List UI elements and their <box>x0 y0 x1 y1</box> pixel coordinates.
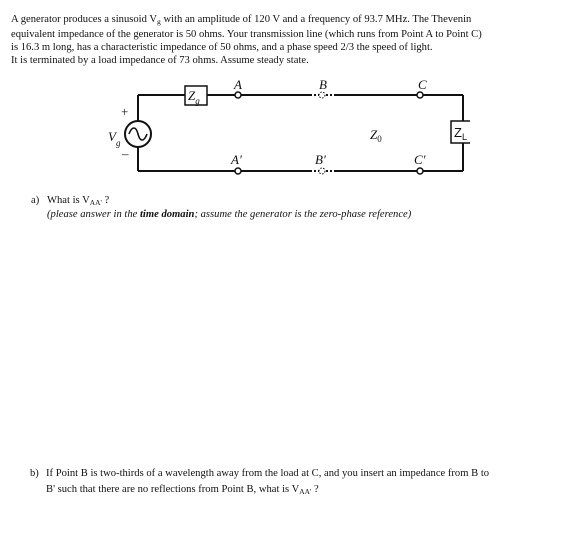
terminal-c <box>417 92 423 98</box>
question-a-letter: a) <box>31 195 40 206</box>
question-b: b) If Point B is two-thirds of a wavelength away from the load at C, and you insert an impedance from B to <box>30 468 490 479</box>
intro-line-1: A generator produces a sinusoid $V_g$ with an amplitude of 120 V and a frequency of 93.7 MHz. The Thevenin <box>11 14 472 26</box>
intro-line-2: equivalent impedance of the generator is 50 ohms. Your transmission line (which runs from Point A to Point C) <box>11 28 482 40</box>
label-c-prime: C' <box>414 152 426 167</box>
zl-label: $Z_L$ <box>454 125 467 142</box>
intro-line-4: It is terminated by a load impedance of 73 ohms. Assume steady state. <box>11 54 309 66</box>
label-b: B <box>319 78 327 92</box>
circuit-diagram <box>100 78 470 188</box>
intro-line-3: is 16.3 m long, has a characteristic impedance of 50 ohms, and a phase speed 2/3 the speed of light. <box>11 41 433 53</box>
terminal-a <box>235 92 241 98</box>
label-a: A <box>234 78 242 92</box>
question-a: a) What is $V_{AA'}$ ? <box>31 195 110 208</box>
terminal-c-prime <box>417 168 423 174</box>
plus-sign: + <box>121 104 129 119</box>
vg-subscript: g <box>157 16 161 26</box>
question-b-line-2: B' such that there are no reflections from Point B, what is $V_{AA'}$ ? <box>46 484 319 497</box>
terminal-b <box>319 92 325 98</box>
terminal-b-prime <box>319 168 325 174</box>
z0-label: $Z_0$ <box>370 127 382 144</box>
question-a-note: (please answer in the time domain; assume the generator is the zero-phase reference) <box>47 209 412 220</box>
label-b-prime: B' <box>315 152 326 167</box>
question-b-letter: b) <box>30 468 39 479</box>
problem-statement <box>11 13 563 67</box>
zg-label: $Z_g$ <box>188 88 200 106</box>
label-a-prime: A' <box>231 152 242 167</box>
label-c: C <box>418 78 427 92</box>
ac-source-icon <box>125 121 151 147</box>
terminal-a-prime <box>235 168 241 174</box>
vg-label: $V_g$ <box>108 129 121 148</box>
minus-sign: – <box>122 146 129 161</box>
